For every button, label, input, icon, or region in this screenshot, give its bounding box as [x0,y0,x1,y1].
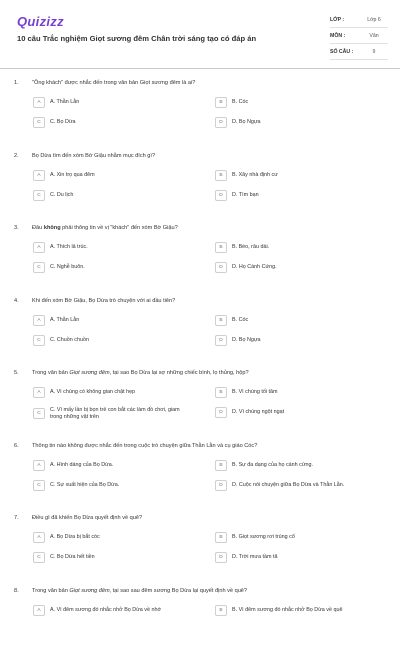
emphasis-word: không [44,225,61,231]
question-number: 8. [14,588,32,594]
option-c[interactable] [33,480,119,491]
work-title: Giọt sương đêm [69,588,109,594]
option-letter: C [33,190,45,201]
option-text: A. Hình dáng của Bọ Dừa. [50,462,113,469]
header-divider [0,68,400,69]
option-text: D. Bọ Ngựa [232,119,260,126]
option-d[interactable] [215,335,260,346]
question-1 [0,78,400,151]
option-text: B. Vì đêm sương đó nhắc nhở Bọ Dừa về quê [232,607,342,614]
worksheet-meta [330,12,388,60]
option-c[interactable] [33,262,85,273]
option-letter: C [33,262,45,273]
option-text: B. Vì chúng tối tăm [232,389,278,396]
option-b[interactable] [215,460,313,471]
question-text: Bọ Dừa tìm đến xóm Bờ Giậu nhằm mục đích gì? [32,153,362,159]
option-text: B. Xây nhà định cư [232,172,278,179]
option-text: B. Sự đa dạng của họ cánh cứng. [232,462,313,469]
option-c[interactable] [33,190,73,201]
option-letter: D [215,262,227,273]
worksheet-title: 10 câu Trắc nghiệm Giọt sương đêm Chân trời sáng tạo có đáp án [17,34,256,43]
meta-row-subject [330,28,388,44]
question-number: 1. [14,80,32,86]
work-title: Giọt sương đêm [69,370,109,376]
option-text: D. Trời mưa tầm tã [232,554,277,561]
option-letter: A [33,605,45,616]
option-a[interactable] [33,170,95,181]
question-5 [0,368,400,441]
option-text: C. Sự xuất hiện của Bọ Dừa. [50,482,119,489]
option-b[interactable] [215,605,342,616]
option-c[interactable] [33,552,95,563]
option-a[interactable] [33,460,113,471]
option-b[interactable] [215,242,269,253]
option-text: C. Bọ Dừa [50,119,75,126]
option-a[interactable] [33,605,161,616]
meta-row-count [330,44,388,60]
option-text: C. Bọ Dừa hết tiền [50,554,95,561]
option-text: C. Chuồn chuồn [50,337,89,344]
option-d[interactable] [215,190,259,201]
question-2 [0,151,400,224]
option-text: C. Nghễ buôn. [50,264,85,271]
option-letter: B [215,605,227,616]
option-a[interactable] [33,387,135,398]
option-letter: D [215,117,227,128]
option-b[interactable] [215,532,295,543]
option-letter: A [33,460,45,471]
option-text: A. Thích lả trúc. [50,244,88,251]
option-text: A. Bọ Dừa bị bắt cóc [50,534,100,541]
option-letter: C [33,552,45,563]
worksheet-header [0,0,400,66]
question-number: 4. [14,298,32,304]
option-letter: C [33,480,45,491]
question-text: Trong văn bản Giọt sương đêm, tại sao Bọ Dừa lại sợ những chiếc bình, lọ thủng, hộp? [32,370,362,376]
option-text: D. Họ Cánh Cứng. [232,264,277,271]
option-c[interactable] [33,117,75,128]
option-letter: B [215,460,227,471]
option-a[interactable] [33,242,88,253]
option-text: D. Vì chúng ngột ngạt [232,409,284,416]
option-text: D. Tìm bạn [232,192,259,199]
quizizz-logo: Quizizz [17,14,64,29]
option-letter: A [33,532,45,543]
meta-label: LỚP : [330,17,360,23]
option-text: B. Cóc [232,99,248,106]
option-letter: B [215,170,227,181]
option-b[interactable] [215,170,278,181]
question-number: 7. [14,515,32,521]
question-text: Điều gì đã khiến Bọ Dừa quyết định về quê? [32,515,362,521]
question-3 [0,223,400,296]
option-text: A. Vì đêm sương đó nhắc nhở Bọ Dừa về nhớ [50,607,161,614]
option-d[interactable] [215,552,277,563]
option-d[interactable] [215,407,284,418]
option-letter: C [33,117,45,128]
option-letter: A [33,97,45,108]
option-letter: D [215,407,227,418]
meta-value: Lớp 6 [360,17,388,23]
question-number: 2. [14,153,32,159]
option-a[interactable] [33,315,79,326]
option-text: B. Béo, râu dài. [232,244,269,251]
question-list [0,78,400,658]
meta-row-class [330,12,388,28]
option-a[interactable] [33,97,79,108]
option-b[interactable] [215,97,248,108]
meta-value: Văn [360,33,388,39]
question-text: "Ông khách" được nhắc đến trong văn bản Giọt sương đêm là ai? [32,80,362,86]
option-d[interactable] [215,117,260,128]
question-text: Khi đến xóm Bờ Giậu, Bọ Dừa trò chuyện với ai đầu tiên? [32,298,362,304]
option-text: C. Du lịch [50,192,73,199]
question-text: Đâu không phải thông tin về vị "khách" đến xóm Bờ Giậu? [32,225,362,231]
question-number: 3. [14,225,32,231]
option-text: C. Vì mấy lần bị bọn trẻ con bắt các làm đồ chơi, giam trong những vật trên [50,407,190,421]
option-letter: C [33,408,45,419]
option-text: A. Thằn Lằn [50,317,79,324]
option-letter: D [215,190,227,201]
option-letter: B [215,97,227,108]
option-letter: B [215,242,227,253]
option-text: D. Cuộc nói chuyện giữa Bọ Dừa và Thằn Lằn. [232,482,344,489]
option-a[interactable] [33,532,100,543]
option-d[interactable] [215,480,344,491]
option-text: A. Vì chúng có không gian chật hẹp [50,389,135,396]
option-c[interactable] [33,407,190,421]
option-text: A. Xin trọ qua đêm [50,172,95,179]
option-text: B. Giọt sương rơi trúng cổ [232,534,295,541]
option-letter: A [33,387,45,398]
question-8 [0,586,400,658]
option-letter: D [215,552,227,563]
option-letter: B [215,315,227,326]
question-number: 5. [14,370,32,376]
option-letter: A [33,242,45,253]
option-letter: B [215,387,227,398]
meta-label: MÔN : [330,33,360,39]
option-letter: C [33,335,45,346]
meta-label: SỐ CÂU : [330,49,360,55]
question-number: 6. [14,443,32,449]
option-letter: D [215,480,227,491]
option-letter: B [215,532,227,543]
question-6 [0,441,400,514]
meta-value: 9 [360,49,388,55]
option-letter: A [33,315,45,326]
question-text: Trong văn bản Giọt sương đêm, tại sao sau đêm sương Bọ Dừa lại quyết định về quê? [32,588,362,594]
option-text: D. Bọ Ngựa [232,337,260,344]
question-text: Thông tin nào không được nhắc đến trong cuộc trò chuyện giữa Thằn Lằn và cụ giáo Cóc? [32,443,362,449]
question-7 [0,513,400,586]
option-b[interactable] [215,387,278,398]
option-letter: D [215,335,227,346]
option-b[interactable] [215,315,248,326]
option-c[interactable] [33,335,89,346]
question-4 [0,296,400,369]
option-text: B. Cóc [232,317,248,324]
option-letter: A [33,170,45,181]
option-text: A. Thằn Lằn [50,99,79,106]
option-d[interactable] [215,262,277,273]
